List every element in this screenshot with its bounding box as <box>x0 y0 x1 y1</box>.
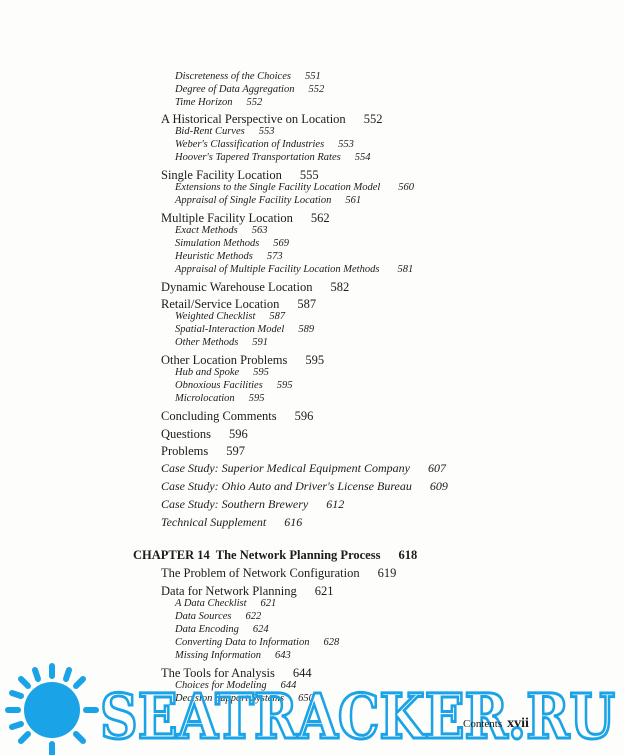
watermark-text: SEATRACKER.RU <box>100 680 615 753</box>
chapter-heading: CHAPTER 14 The Network Planning Process 618 <box>133 548 418 562</box>
toc-section: A Historical Perspective on Location 552 <box>161 112 383 126</box>
toc-section: Data for Network Planning 621 <box>161 584 334 598</box>
toc-section: Single Facility Location 555 <box>161 168 319 182</box>
toc-subentry: Converting Data to Information 628 <box>175 637 340 648</box>
page-footer <box>463 716 529 732</box>
toc-section: Concluding Comments 596 <box>161 409 314 423</box>
sun-icon <box>8 666 96 754</box>
page-number: xvii <box>507 716 529 731</box>
toc-subentry: Discreteness of the Choices 551 <box>175 71 321 82</box>
toc-subentry: Time Horizon 552 <box>175 97 263 108</box>
toc-section: Retail/Service Location 587 <box>161 297 317 311</box>
toc-case-study: Case Study: Southern Brewery 612 <box>161 497 345 511</box>
toc-subentry: Missing Information 643 <box>175 650 291 661</box>
toc-subentry: Hoover's Tapered Transportation Rates 554 <box>175 152 371 163</box>
toc-case-study: Technical Supplement 616 <box>161 515 303 529</box>
toc-subentry: Decision Support Systems 650 <box>175 693 314 704</box>
toc-subentry: Simulation Methods 569 <box>175 238 290 249</box>
toc-subentry: Bid-Rent Curves 553 <box>175 126 275 137</box>
toc-subentry: Heuristic Methods 573 <box>175 251 283 262</box>
toc-subentry: Choices for Modeling 644 <box>175 680 297 691</box>
toc-section: Other Location Problems 595 <box>161 353 325 367</box>
toc-subentry: Other Methods 591 <box>175 337 269 348</box>
toc-subentry: Appraisal of Single Facility Location 561 <box>175 195 362 206</box>
toc-subentry: Spatial-Interaction Model 589 <box>175 324 315 335</box>
toc-subentry: Extensions to the Single Facility Location Model 560 <box>175 182 415 193</box>
toc-subentry: Hub and Spoke 595 <box>175 367 269 378</box>
toc-subentry: Obnoxious Facilities 595 <box>175 380 293 391</box>
toc-subentry: Microlocation 595 <box>175 393 265 404</box>
toc-section: Questions 596 <box>161 427 248 441</box>
toc-subentry: Data Sources 622 <box>175 611 262 622</box>
watermark-logo <box>0 660 624 755</box>
toc-section: The Problem of Network Configuration 619 <box>161 566 397 580</box>
toc-case-study: Case Study: Superior Medical Equipment Company 607 <box>161 461 446 475</box>
toc-subentry: Weighted Checklist 587 <box>175 311 286 322</box>
toc-section: The Tools for Analysis 644 <box>161 666 312 680</box>
toc-subentry: Degree of Data Aggregation 552 <box>175 84 325 95</box>
toc-section: Problems 597 <box>161 444 245 458</box>
toc-section: Multiple Facility Location 562 <box>161 211 330 225</box>
toc-subentry: Exact Methods 563 <box>175 225 268 236</box>
toc-subentry: Data Encoding 624 <box>175 624 269 635</box>
toc-subentry: Appraisal of Multiple Facility Location Methods 581 <box>175 264 414 275</box>
toc-subentry: A Data Checklist 621 <box>175 598 277 609</box>
toc-section: Dynamic Warehouse Location 582 <box>161 280 350 294</box>
toc-case-study: Case Study: Ohio Auto and Driver's License Bureau 609 <box>161 479 448 493</box>
footer-label: Contents <box>463 718 503 730</box>
toc-subentry: Weber's Classification of Industries 553 <box>175 139 354 150</box>
